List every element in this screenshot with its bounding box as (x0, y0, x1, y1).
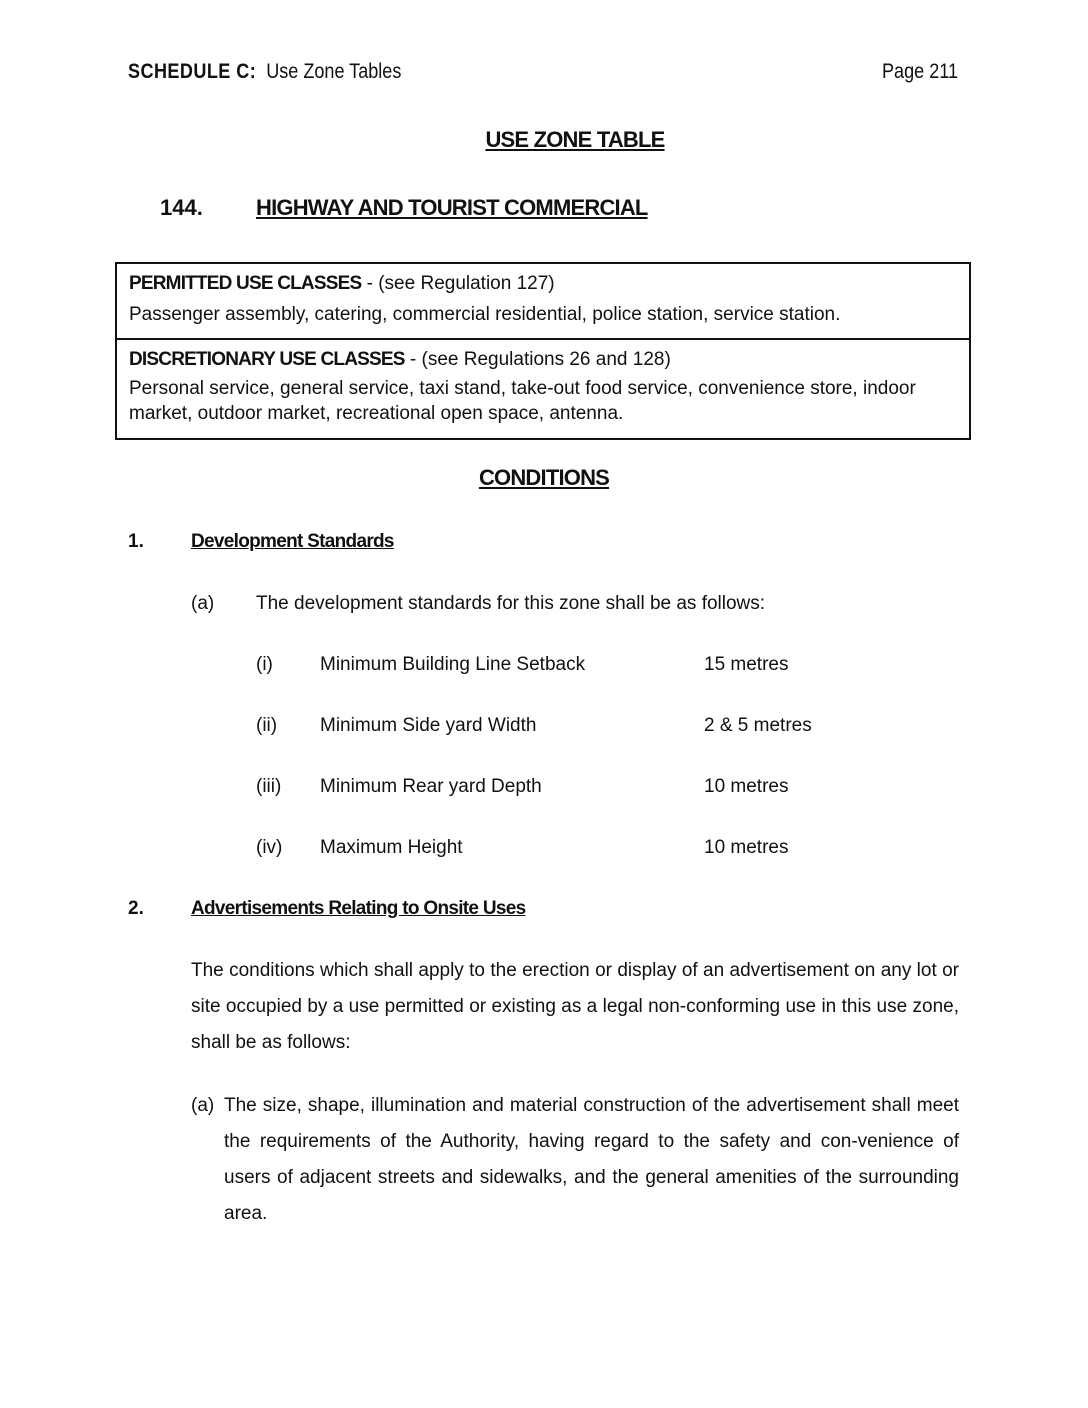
use-classes-table (115, 262, 971, 440)
condition-2a-label: (a) (191, 1095, 215, 1116)
section-title: HIGHWAY AND TOURIST COMMERCIAL (256, 195, 648, 220)
condition-2-intro: The conditions which shall apply to the erection or display of an advertisement on any lot or site occupied by a use permitted or existing as a legal non-conforming use in this use zone, shall be as follows: (191, 960, 959, 1053)
condition-1a-text: The development standards for this zone shall be as follows: (256, 593, 766, 614)
condition-1-number: 1. (128, 531, 144, 552)
standard-label: Maximum Height (320, 837, 463, 858)
standard-label: Minimum Building Line Setback (320, 654, 586, 675)
discretionary-reference: - (see Regulations 26 and 128) (404, 349, 671, 370)
permitted-uses-text: Passenger assembly, catering, commercial residential, police station, service station. (129, 304, 841, 325)
standard-value: 15 metres (704, 654, 789, 675)
standard-num: (iv) (256, 837, 283, 858)
standard-label: Minimum Rear yard Depth (320, 776, 542, 797)
page-title: USE ZONE TABLE (485, 127, 665, 152)
discretionary-label: DISCRETIONARY USE CLASSES (129, 349, 405, 370)
schedule-label: SCHEDULE C: (128, 60, 257, 83)
page-header-left (128, 60, 401, 84)
permitted-label: PERMITTED USE CLASSES (129, 273, 362, 294)
permitted-heading (129, 272, 969, 296)
page-number: Page 211 (882, 60, 958, 83)
standard-value: 10 metres (704, 776, 789, 797)
discretionary-uses-text: Personal service, general service, taxi stand, take-out food service, convenience store, indoor market, outdoor market, recreational open space, antenna. (129, 378, 916, 424)
condition-2-number: 2. (128, 898, 144, 919)
standard-num: (ii) (256, 715, 278, 736)
conditions-title: CONDITIONS (478, 465, 610, 490)
discretionary-heading (129, 348, 969, 372)
condition-2a-text: The size, shape, illumination and material construction of the advertisement shall meet the requirements of the Authority, having regard to the safety and con-venience of users of adjacent streets and sidewalks, and the general amenities of the surrounding area. (224, 1095, 959, 1224)
discretionary-use-row (117, 340, 969, 426)
permitted-reference: - (see Regulation 127) (361, 273, 555, 294)
condition-1a-label: (a) (191, 593, 215, 614)
section-number: 144. (160, 195, 203, 220)
standard-value: 2 & 5 metres (704, 715, 812, 736)
standard-num: (i) (256, 654, 273, 675)
condition-1-title: Development Standards (191, 531, 394, 552)
standard-num: (iii) (256, 776, 282, 797)
condition-2-title: Advertisements Relating to Onsite Uses (191, 898, 526, 919)
permitted-use-row (117, 264, 969, 340)
standard-label: Minimum Side yard Width (320, 715, 537, 736)
schedule-title: Use Zone Tables (266, 60, 402, 83)
standard-value: 10 metres (704, 837, 789, 858)
